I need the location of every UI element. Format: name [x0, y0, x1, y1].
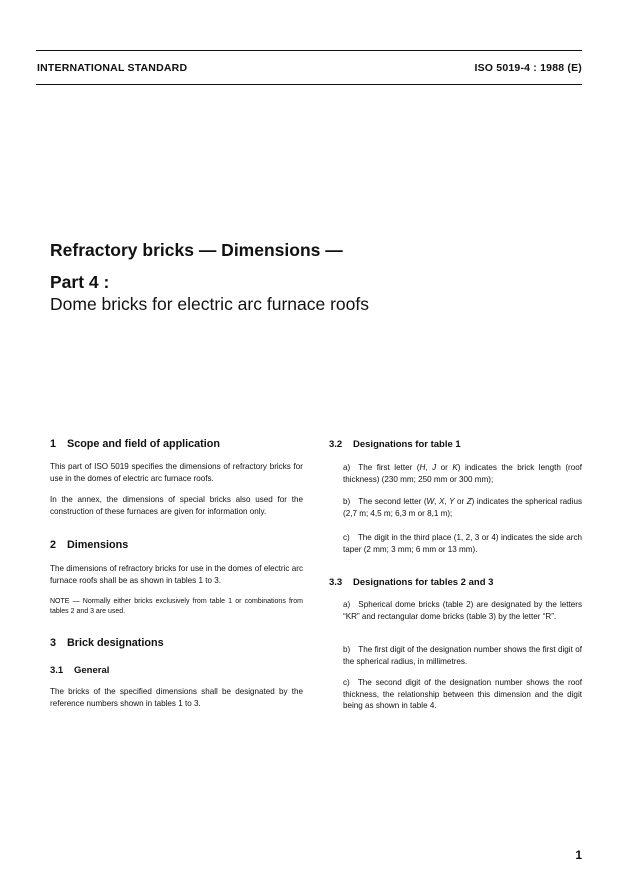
section-title: Dimensions: [67, 539, 129, 551]
section-number: 3.3: [329, 577, 343, 588]
section-title: Designations for table 1: [353, 439, 461, 450]
section-1-paragraph-1: This part of ISO 5019 specifies the dimensions of refractory bricks for use in the domes of electric arc furnace roofs.: [50, 462, 303, 483]
section-3-2-item-c: c) The digit in the third place (1, 2, 3 or 4) indicates the side arch taper (2 mm; 3 mm; 6 mm or 13 mm).: [343, 533, 582, 554]
section-number: 3.2: [329, 439, 343, 450]
section-3-3-heading: [329, 577, 493, 588]
header-standard-number: ISO 5019-4 : 1988 (E): [474, 62, 582, 74]
section-1-heading: [50, 438, 220, 450]
section-3-3-item-c: c) The second digit of the designation number shows the roof thickness, the relationship between this dimension and the digit being as shown in table 4.: [343, 678, 582, 711]
section-3-heading: [50, 637, 164, 649]
part-label: Part 4 :: [50, 272, 110, 292]
page-number: 1: [575, 848, 582, 862]
section-2-note: NOTE — Normally either bricks exclusively from table 1 or combinations from tables 2 and 3 are used.: [50, 598, 303, 615]
section-number: 3: [50, 637, 57, 649]
section-number: 1: [50, 438, 57, 450]
header-standard-type: INTERNATIONAL STANDARD: [37, 62, 188, 74]
section-2-heading: [50, 539, 128, 551]
document-title: Refractory bricks — Dimensions —: [50, 240, 343, 260]
section-3-2-item-a: a) The first letter (H, J or K) indicates the brick length (roof thickness) (230 mm; 250 mm or 300 mm);: [343, 463, 583, 484]
section-1-paragraph-2: In the annex, the dimensions of special bricks also used for the construction of these furnaces are given for information only.: [50, 495, 303, 516]
section-3-2-heading: [329, 439, 461, 450]
section-3-3-item-b: b) The first digit of the designation number shows the first digit of the spherical radius, in millimetres.: [343, 645, 582, 666]
section-title: General: [74, 665, 110, 676]
section-title: Brick designations: [67, 637, 164, 649]
section-3-1-paragraph-1: The bricks of the specified dimensions shall be designated by the reference numbers shown in tables 1 to 3.: [50, 687, 303, 708]
part-subtitle: Dome bricks for electric arc furnace roofs: [50, 294, 369, 314]
section-3-1-heading: [50, 665, 109, 676]
section-number: 3.1: [50, 665, 64, 676]
section-title: Designations for tables 2 and 3: [353, 577, 494, 588]
header-bottom-rule: [36, 84, 582, 85]
section-2-paragraph-1: The dimensions of refractory bricks for use in the domes of electric arc furnace roofs shall be as shown in tables 1 to 3.: [50, 564, 303, 585]
section-number: 2: [50, 539, 57, 551]
section-3-3-item-a: a) Spherical dome bricks (table 2) are designated by the letters “KR” and rectangular dome bricks (table 3) by the letter “R”.: [343, 600, 582, 621]
section-3-2-item-b: b) The second letter (W, X, Y or Z) indicates the spherical radius (2,7 m; 4,5 m; 6,3 m or 8,1 m);: [343, 497, 583, 518]
header-top-rule: [36, 50, 582, 51]
section-title: Scope and field of application: [67, 438, 220, 450]
